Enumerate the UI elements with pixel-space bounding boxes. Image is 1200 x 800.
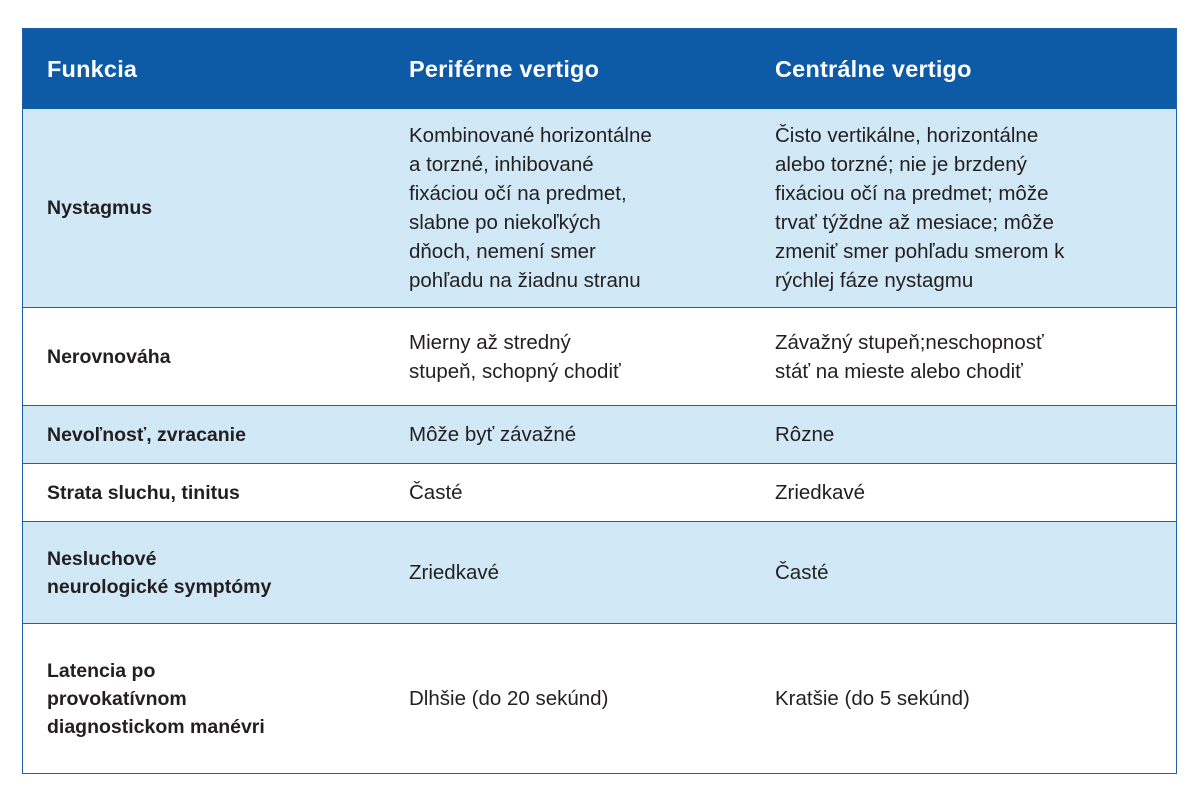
header-central-vertigo: Centrálne vertigo: [775, 55, 972, 82]
table-header: [23, 29, 1176, 109]
row-feature: Nystagmus: [47, 197, 153, 219]
row-peripheral: Zriedkavé: [409, 561, 500, 584]
table-row: [23, 623, 1176, 773]
row-central: Kratšie (do 5 sekúnd): [775, 687, 970, 710]
table-row: [23, 463, 1176, 521]
table-row: [23, 109, 1176, 307]
row-peripheral: Časté: [409, 481, 463, 504]
row-peripheral: Mierny až stredný stupeň, schopný chodiť: [409, 330, 621, 383]
row-feature: Strata sluchu, tinitus: [47, 481, 240, 504]
row-peripheral: Môže byť závažné: [409, 423, 577, 446]
row-feature: Nesluchové neurologické symptómy: [47, 547, 272, 598]
table-row: [23, 521, 1176, 623]
comparison-table: [22, 28, 1177, 774]
row-central: Časté: [775, 561, 829, 584]
table-row: [23, 405, 1176, 463]
table-row: [23, 307, 1176, 405]
header-peripheral-vertigo: Periférne vertigo: [409, 55, 600, 82]
row-feature: Nerovnováha: [47, 345, 171, 368]
header-funkcia: Funkcia: [47, 55, 138, 82]
row-peripheral: Kombinované horizontálne a torzné, inhibované fixáciou očí na predmet, slabne po niekoľkých dňoch, nemení smer pohľadu na žiadnu stranu: [409, 124, 652, 292]
row-central: Čisto vertikálne, horizontálne alebo torzné; nie je brzdený fixáciou očí na predmet; môže trvať týždne až mesiace; môže zmeniť smer pohľadu smerom k rýchlej fáze nystagmu: [775, 124, 1065, 292]
row-feature: Latencia po provokatívnom diagnostickom manévri: [47, 659, 265, 738]
row-central: Zriedkavé: [775, 481, 866, 504]
row-central: Závažný stupeň;neschopnosť stáť na mieste alebo chodiť: [775, 330, 1044, 383]
row-central: Rôzne: [775, 423, 835, 446]
row-feature: Nevoľnosť, zvracanie: [47, 423, 246, 446]
row-peripheral: Dlhšie (do 20 sekúnd): [409, 687, 609, 710]
